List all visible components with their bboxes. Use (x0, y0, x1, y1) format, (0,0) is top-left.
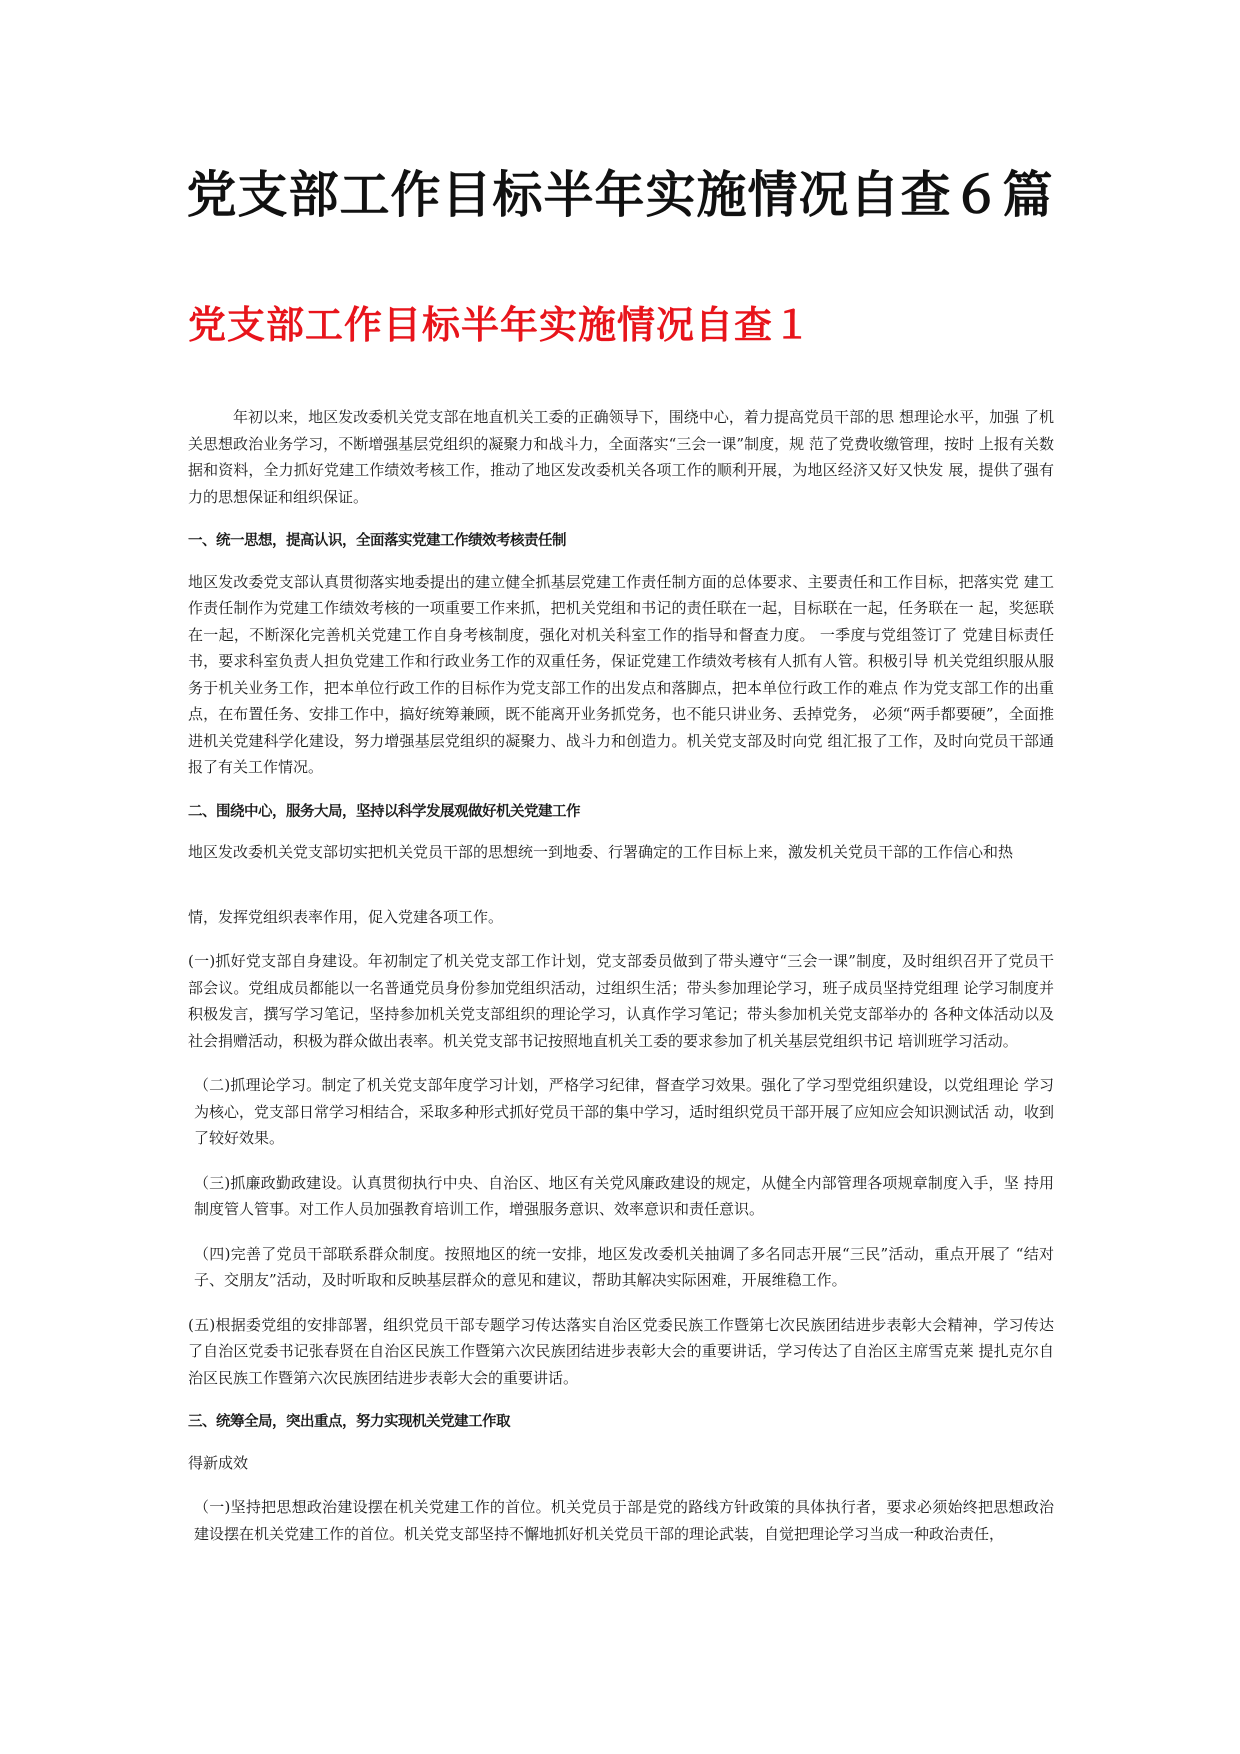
section-heading-3: 三、统筹全局，突出重点，努力实现机关党建工作取 (188, 1414, 510, 1430)
section-2-item-3: （三)抓廉政勤政建设。认真贯彻执行中央、自治区、地区有关党风廉政建设的规定，从健全内部管理各项规章制度入手，坚 持用制度管人管事。对工作人员加强教育培训工作，增强服务意识、效率意识和责任意识。 (194, 1173, 1054, 1218)
section-heading-1: 一、统一思想，提高认识，全面落实党建工作绩效考核责任制 (188, 533, 566, 549)
section-2-item-1: (一)抓好党支部自身建设。年初制定了机关党支部工作计划，党支部委员做到了带头遵守“三会一课”制度，及时组织召开了党员干部会议。党组成员都能以一名普通党员身份参加党组织活动，过组织生活；带头参加理论学习，班子成员坚持党组理 论学习制度并积极发言，撰写学习笔记，坚持参加机关党支部组织的理论学习，认真作学习笔记；带头参加机关党支部举办的 各种文体活动以及社会捐赠活动，积极为群众做出表率。机关党支部书记按照地直机关工委的要求参加了机关基层党组织书记 培训班学习活动。 (188, 952, 1054, 1050)
section-2-item-2: （二)抓理论学习。制定了机关党支部年度学习计划，严格学习纪律，督查学习效果。强化了学习型党组织建设，以党组理论 学习为核心，党支部日常学习相结合，采取多种形式抓好党员干部的集中学习，适时组织党员干部开展了应知应会知识测试活 动，收到了较好效果。 (194, 1076, 1054, 1147)
document-body (188, 404, 1054, 1555)
intro-paragraph: 年初以来，地区发改委机关党支部在地直机关工委的正确领导下，围绕中心，着力提高党员干部的思 想理论水平，加强 了机关思想政治业务学习，不断增强基层党组织的凝聚力和战斗力，全面落实“三会一课”制度，规 范了党费收缴管理，按时 上报有关数据和资料，全力抓好党建工作绩效考核工作，推动了地区发改委机关各项工作的顺利开展，为地区经济又好又快发 展，提供了强有力的思想保证和组织保证。 (188, 408, 1054, 506)
section-heading-3-continued: 得新成效 (188, 1453, 249, 1472)
section-heading-2: 二、围绕中心，服务大局，坚持以科学发展观做好机关党建工作 (188, 803, 580, 820)
section-2-paragraph-line1: 地区发改委机关党支部切实把机关党员干部的思想统一到地委、行署确定的工作目标上来，激发机关党员干部的工作信心和热 (188, 843, 1014, 861)
section-2-item-5: (五)根据委党组的安排部署，组织党员干部专题学习传达落实自治区党委民族工作暨第七次民族团结进步表彰大会精神，学习传达了自治区党委书记张春贤在自治区民族工作暨第六次民族团结进步表彰大会的重要讲话，学习传达了自治区主席雪克莱 提扎克尔自治区民族工作暨第六次民族团结进步表彰大会的重要讲话。 (188, 1315, 1054, 1387)
section-3-item-1: （一)坚持把思想政治建设摆在机关党建工作的首位。机关党员于部是党的路线方针政策的具体执行者，要求必须始终把思想政治建设摆在机关党建工作的首位。机关党支部坚持不懈地抓好机关党员干部的理论武装，自觉把理论学习当成一种政治责任， (194, 1498, 1054, 1543)
section-2-item-4: （四)完善了党员干部联系群众制度。按照地区的统一安排，地区发改委机关抽调了多名同志开展“三民”活动，重点开展了 “结对子、交朋友”活动，及时听取和反映基层群众的意见和建议，帮助其解决实际困难，开展维稳工作。 (194, 1244, 1054, 1289)
section-1-paragraph: 地区发改委党支部认真贯彻落实地委提出的建立健全抓基层党建工作责任制方面的总体要求、主要责任和工作目标，把落实党 建工作责任制作为党建工作绩效考核的一项重要工作来抓，把机关党组和书记的责任联在一起，目标联在一起，任务联在一 起，奖惩联在一起，不断深化完善机关党建工作自身考核制度，强化对机关科室工作的指导和督查力度。 一季度与党组签订了 党建目标责任书，要求科室负责人担负党建工作和行政业务工作的双重任务，保证党建工作绩效考核有人抓有人管。积极引导 机关党组织服从服务于机关业务工作，把本单位行政工作的目标作为党支部工作的出发点和落脚点，把本单位行政工作的难点 作为党支部工作的出重点，在布置任务、安排工作中，搞好统筹兼顾，既不能离开业务抓党务，也不能只讲业务、丢掉党务， 必须“两手都要硬”，全面推进机关党建科学化建设，努力增强基层党组织的凝聚力、战斗力和创造力。机关党支部及时向党 组汇报了工作，及时向党员干部通报了有关工作情况。 (188, 572, 1054, 776)
section-title: 党支部工作目标半年实施情况自查１ (188, 302, 813, 347)
section-2-paragraph-line2: 情，发挥党组织表率作用，促入党建各项工作。 (188, 907, 504, 926)
document-title: 党支部工作目标半年实施情况自查６篇 (186, 165, 1054, 224)
